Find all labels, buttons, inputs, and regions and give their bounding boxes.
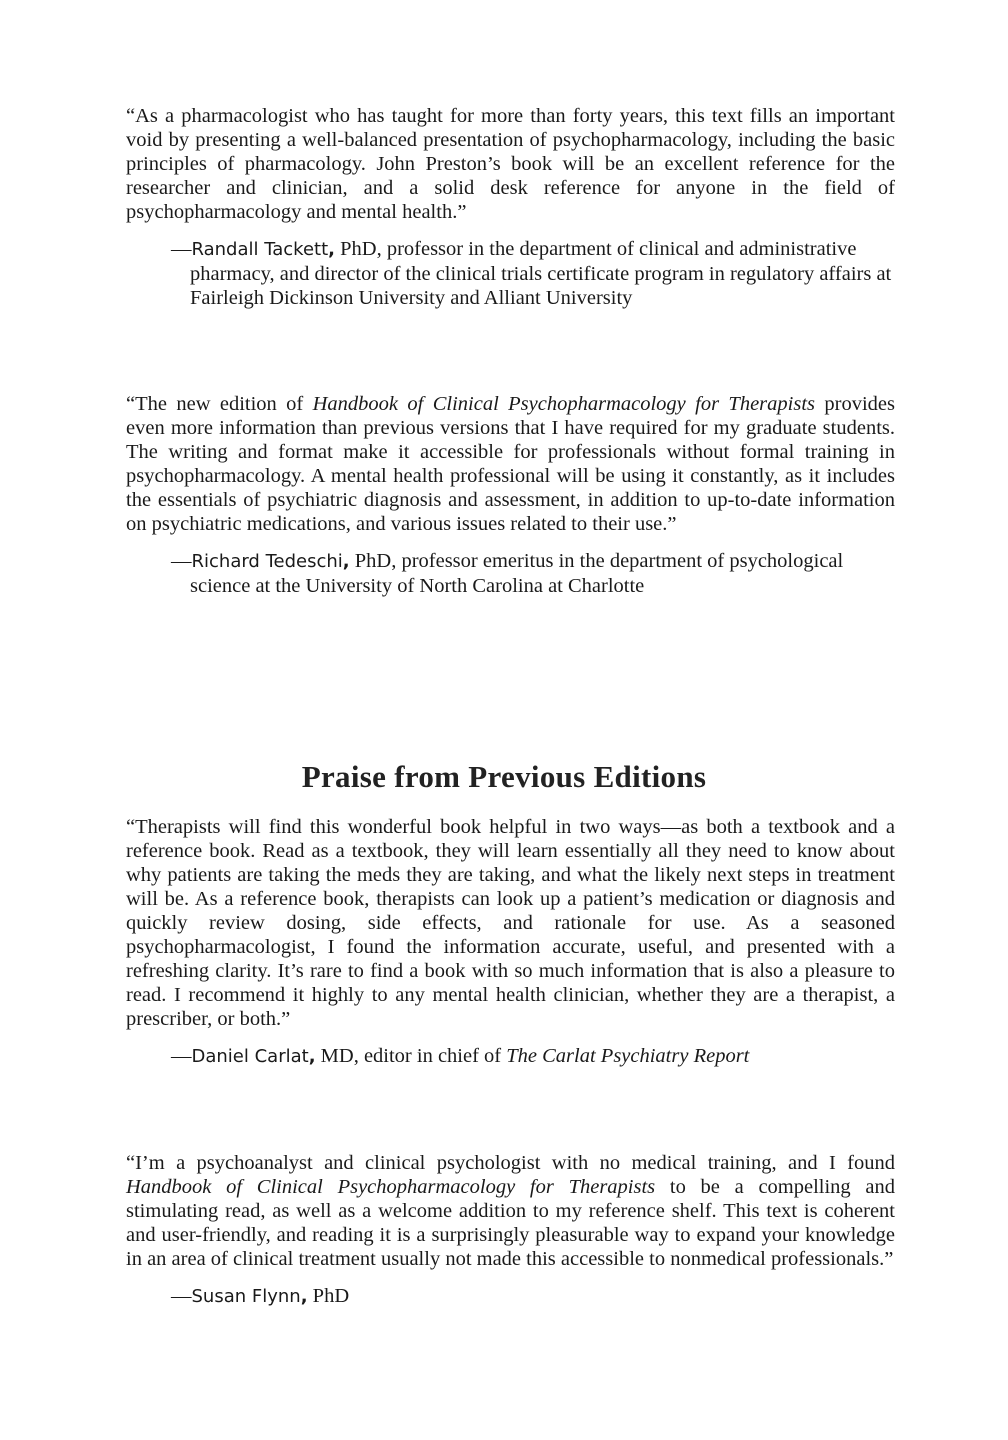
testimonial-flynn	[126, 1151, 895, 1309]
testimonial-quote	[126, 392, 895, 536]
author-credentials: PhD, professor in the department of clinical and administrative pharmacy, and director of the clinical trials certificate program in regulatory affairs at Fairleigh Dickinson University and Alliant University	[190, 238, 892, 309]
testimonial-quote	[126, 1151, 895, 1271]
author-credentials: PhD, professor emeritus in the department of psychological science at the University of North Carolina at Charlotte	[190, 550, 844, 597]
author-credentials: MD, editor in chief of	[315, 1045, 507, 1067]
attribution-dash: —	[171, 1285, 192, 1307]
testimonial-attribution	[171, 237, 895, 310]
quote-text: “I’m a psychoanalyst and clinical psychologist with no medical training, and I found	[126, 1152, 895, 1174]
attribution-dash: —	[171, 1045, 192, 1067]
author-name: Daniel Carlat	[191, 1046, 309, 1067]
testimonial-attribution	[171, 549, 895, 598]
book-title: Handbook of Clinical Psychopharmacology for Therapists	[126, 1176, 656, 1198]
quote-text: “The new edition of	[126, 393, 313, 415]
author-comma: ,	[328, 239, 335, 260]
section-heading: Praise from Previous Editions	[301, 759, 707, 794]
book-title: Handbook of Clinical Psychopharmacology for Therapists	[312, 393, 816, 415]
publication-title: The Carlat Psychiatry Report	[506, 1045, 750, 1067]
author-name: Susan Flynn	[191, 1286, 301, 1307]
quote-text: to be a compelling and stimulating read, as well as a welcome addition to my reference shelf. This text is coherent and user-friendly, and reading it is a surprisingly pleasurable way to expand your knowledge in an area of clinical treatment usually not made this accessible to nonmedical professionals.”	[126, 1176, 895, 1270]
testimonial-attribution	[171, 1284, 895, 1309]
author-comma: ,	[308, 1046, 316, 1067]
testimonial-attribution	[171, 1044, 895, 1069]
author-comma: ,	[300, 1286, 308, 1307]
testimonial-tedeschi	[126, 392, 895, 598]
testimonial-carlat	[126, 815, 895, 1069]
testimonial-tackett	[126, 104, 895, 310]
author-credentials: PhD	[307, 1285, 350, 1307]
attribution-dash: —	[171, 238, 192, 260]
testimonial-quote: “As a pharmacologist who has taught for more than forty years, this text fills an important void by presenting a well-balanced presentation of psychopharmacology, including the basic principles of pharmacology. John Preston’s book will be an excellent reference for the researcher and clinician, and a solid desk reference for anyone in the field of psychopharmacology and mental health.”	[126, 105, 895, 223]
attribution-dash: —	[171, 550, 192, 572]
testimonial-quote: “Therapists will find this wonderful book helpful in two ways—as both a textbook and a reference book. Read as a textbook, they will learn essentially all they need to know about why patients are taking the meds they are taking, and what the likely next steps in treatment will be. As a reference book, therapists can look up a patient’s medication or diagnosis and quickly review dosing, side effects, and rationale for use. As a seasoned psychopharmacologist, I found the information accurate, useful, and presented with a refreshing clarity. It’s rare to find a book with so much information that is also a pleasure to read. I recommend it highly to any mental health clinician, whether they are a therapist, a prescriber, or both.”	[126, 816, 895, 1030]
quote-text: provides even more information than previous versions that I have required for my graduate students. The writing and format make it accessible for professionals without formal training in psychopharmacology. A mental health professional will be using it constantly, as it includes the essentials of psychiatric diagnosis and assessment, in addition to up-to-date information on psychiatric medications, and various issues related to their use.”	[126, 393, 895, 535]
author-comma: ,	[342, 551, 350, 572]
author-name: Randall Tackett	[191, 239, 329, 260]
author-name: Richard Tedeschi	[191, 551, 343, 572]
